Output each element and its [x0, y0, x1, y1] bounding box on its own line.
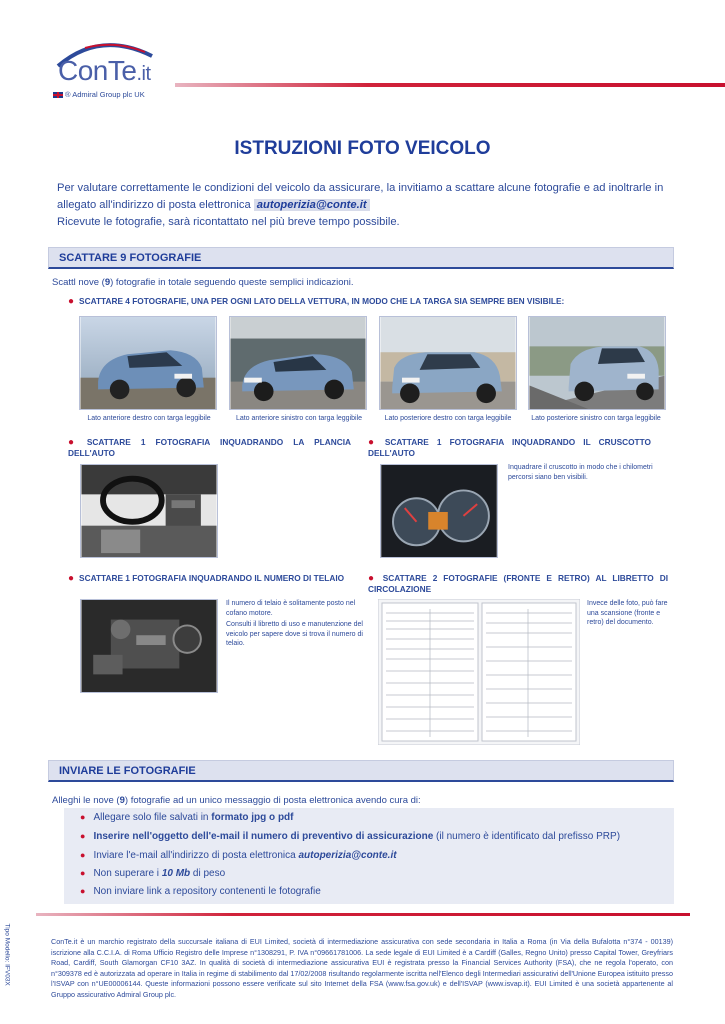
bullet-cruscotto: ● SCATTARE 1 FOTOGRAFIA INQUADRANDO IL CRUSCOTTO DELL'AUTO	[368, 437, 651, 458]
bullet-icon: ●	[80, 831, 86, 841]
instructions-list	[64, 808, 674, 904]
uk-flag-icon	[53, 92, 63, 98]
tipo-modello: Tipo Modello: IFV03X	[3, 923, 11, 986]
note-cruscotto: Inquadrare il cruscotto in modo che i chilometri percorsi siano ben visibili.	[508, 464, 653, 481]
note-telaio-2: Consulti il libretto di uso e manutenzione del veicolo per sapere dove si trova il numero di telaio.	[226, 621, 363, 647]
bullet-plancia: ● SCATTARE 1 FOTOGRAFIA INQUADRANDO LA PLANCIA DELL'AUTO	[68, 437, 351, 458]
bullet-icon: ●	[68, 573, 75, 584]
section1-lead: Scattl nove (9) fotografie in totale seguendo queste semplici indicazioni.	[52, 277, 354, 288]
bullet-icon: ●	[80, 812, 86, 822]
email-link[interactable]: autoperizia@conte.it	[254, 199, 370, 211]
bullet-icon: ●	[80, 886, 86, 896]
caption-front-left: Lato anteriore sinistro con targa leggibile	[235, 415, 363, 422]
footer-legal-text: ConTe.it è un marchio registrato della succursale italiana di EUI Limited, società di intermediazione assicurativa con sede secondaria in Italia a Roma (in Via della Bufalotta n°374 - 00139) iscrizione alla C.C.I.A. di Roma Ufficio Registro delle Imprese n°1308291, P. IVA n°09661781006. La sede legale di EUI Limited è a Cardiff (Galles, Regno Unito) presso Capital Tower, Greyfriars Road, Cardiff, South Glamorgan CF10 3AZ. In qualità di società di intermediazione assicurativa EUI è registrata presso la Financial Services Authority (FSA), che ne regola l'operato, con n°309378 ed è autorizzata ad operare in Italia in regime di stabilimento dal 17/02/2008 risultando regolarmente iscritta nell'Elenco degli Intermediari assicurativi dell'Unione Europea istituito presso l'ISVAP con n°UE00006144. Queste informazioni possono essere verificate sul sito Internet della FSA (www.fsa.gov.uk) e dell'ISVAP (www.isvap.it). EUI Limited è una società appartenente al Gruppo assicurativo Admiral Group plc.	[51, 937, 673, 999]
note-telaio-1: Il numero di telaio è solitamente posto nel cofano motore.	[226, 600, 356, 617]
intro-text: Per valutare correttamente le condizioni del veicolo da assicurare, la invitiamo a scattare alcune fotografie e ad inoltrarle in allegato all'indirizzo di posta elettronica autoperizia@conte.it Ricevute le fotografie, sarà ricontattato nel più breve tempo possibile.	[57, 182, 664, 228]
bullet-icon: ●	[80, 868, 86, 878]
photo-rear-right	[379, 316, 517, 410]
bullet-libretto: ● SCATTARE 2 FOTOGRAFIE (FRONTE E RETRO) AL LIBRETTO DI CIRCOLAZIONE	[368, 573, 669, 594]
photo-dashboard	[80, 464, 218, 558]
bullet-icon: ●	[368, 437, 380, 448]
photo-instrument-cluster	[380, 464, 498, 558]
list-item-oggetto: ● Inserire nell'oggetto dell'e-mail il numero di preventivo di assicurazione (il numero è identificato dal prefisso PRP)	[80, 831, 621, 842]
photo-rear-left	[528, 316, 666, 410]
bullet-icon: ●	[368, 573, 378, 584]
list-item-email: ● Inviare l'e-mail all'indirizzo di posta elettronica autoperizia@conte.it	[80, 850, 397, 861]
photo-engine-bay	[80, 599, 218, 693]
logo[interactable]	[58, 55, 151, 87]
caption-rear-right: Lato posteriore destro con targa leggibile	[384, 415, 512, 422]
caption-front-right: Lato anteriore destro con targa leggibile	[87, 415, 211, 422]
bullet-icon: ●	[68, 296, 75, 307]
caption-rear-left: Lato posteriore sinistro con targa leggibile	[531, 415, 661, 422]
bullet-telaio: ● SCATTARE 1 FOTOGRAFIA INQUADRANDO IL NUMERO DI TELAIO	[68, 573, 345, 584]
photo-front-right	[79, 316, 217, 410]
email-link[interactable]: autoperizia@conte.it	[298, 850, 397, 861]
list-item-size: ● Non superare i 10 Mb di peso	[80, 868, 226, 879]
header-divider	[175, 83, 725, 87]
footer-divider	[36, 913, 690, 916]
list-item-nolink: ● Non inviare link a repository contenenti le fotografie	[80, 886, 321, 897]
photo-front-left	[229, 316, 367, 410]
bullet-four-sides: ● SCATTARE 4 FOTOGRAFIE, UNA PER OGNI LATO DELLA VETTURA, IN MODO CHE LA TARGA SIA SEMPRE BEN VISIBILE:	[68, 296, 565, 307]
photo-libretto-document	[378, 599, 580, 745]
section-heading-scattare: SCATTARE 9 FOTOGRAFIE	[48, 247, 674, 269]
logo-main: ConTe	[58, 55, 137, 86]
page-title: ISTRUZIONI FOTO VEICOLO	[234, 138, 491, 159]
bullet-icon: ●	[68, 437, 82, 448]
section2-lead: Alleghi le nove (9) fotografie ad un unico messaggio di posta elettronica avendo cura di:	[52, 795, 421, 806]
note-libretto: Invece delle foto, può fare una scansione (fronte e retro) del documento.	[587, 600, 668, 626]
bullet-icon: ●	[80, 850, 86, 860]
logo-suffix: .it	[136, 63, 151, 85]
section-heading-inviare: INVIARE LE FOTOGRAFIE	[48, 760, 674, 782]
logo-subtitle: ® Admiral Group plc UK	[53, 90, 145, 99]
list-item-format: ● Allegare solo file salvati in formato jpg o pdf	[80, 812, 294, 823]
